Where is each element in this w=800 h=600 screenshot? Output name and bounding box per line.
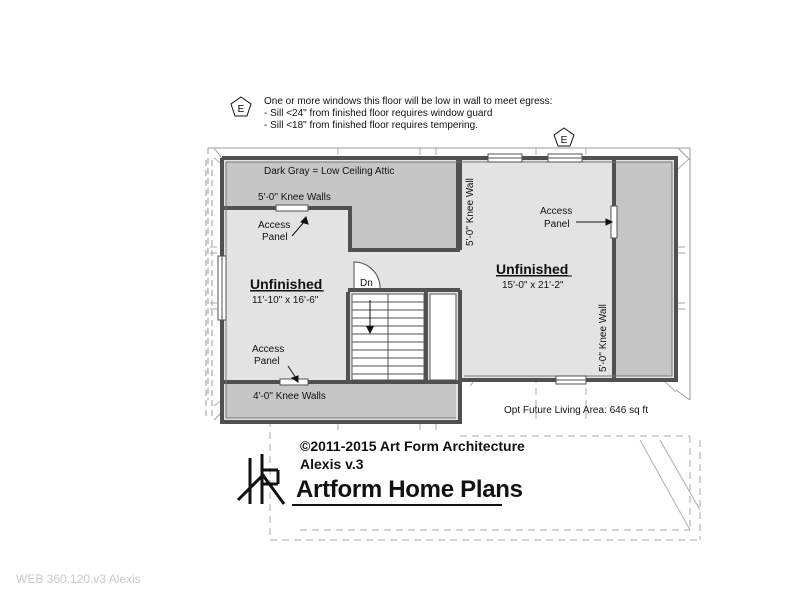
brand-underline — [292, 504, 502, 506]
stair-down-label: Dn — [360, 278, 373, 289]
knee-walls-top-label: 5'-0" Knee Walls — [258, 192, 331, 203]
access-panel-3-line1: Access — [540, 206, 573, 217]
knee-wall-center-label: 5'-0" Knee Wall — [465, 178, 476, 246]
knee-walls-bottom-label: 4'-0" Knee Walls — [253, 391, 326, 402]
future-area-label: Opt Future Living Area: 646 sq ft — [504, 405, 648, 416]
egress-note-line3: - Sill <18" from finished floor requires tempering. — [264, 120, 478, 131]
attic-top-right-block — [352, 206, 456, 248]
access-panel-3-line2: Panel — [544, 219, 570, 230]
brand-name: Artform Home Plans — [296, 476, 523, 503]
access-panel-1-line1: Access — [258, 220, 291, 231]
attic-legend: Dark Gray = Low Ceiling Attic — [264, 166, 395, 177]
artform-logo-icon — [238, 454, 284, 504]
egress-window-symbol-letter: E — [560, 135, 568, 146]
room-right-name: Unfinished — [496, 261, 569, 277]
egress-window-symbol — [554, 128, 574, 146]
access-panel-2-line2: Panel — [254, 356, 280, 367]
access-panel-1-line2: Panel — [262, 232, 288, 243]
footer-watermark: WEB 360.120.v3 Alexis — [16, 572, 141, 586]
egress-note-line1: One or more windows this floor will be low in wall to meet egress: — [264, 96, 553, 107]
access-panel-2-line1: Access — [252, 344, 285, 355]
copyright-text: ©2011-2015 Art Form Architecture — [300, 438, 525, 454]
egress-note-line2: - Sill <24" from finished floor requires window guard — [264, 108, 493, 119]
room-left-name: Unfinished — [250, 276, 323, 292]
credits — [300, 437, 525, 473]
attic-right — [616, 162, 672, 376]
egress-note-symbol-letter: E — [237, 104, 245, 115]
model-name: Alexis v.3 — [300, 456, 364, 472]
room-right-dims: 15'-0" x 21'-2" — [502, 280, 564, 291]
room-left-dims: 11'-10" x 16'-6" — [252, 295, 319, 306]
knee-wall-right-label: 5'-0" Knee Wall — [598, 304, 609, 372]
